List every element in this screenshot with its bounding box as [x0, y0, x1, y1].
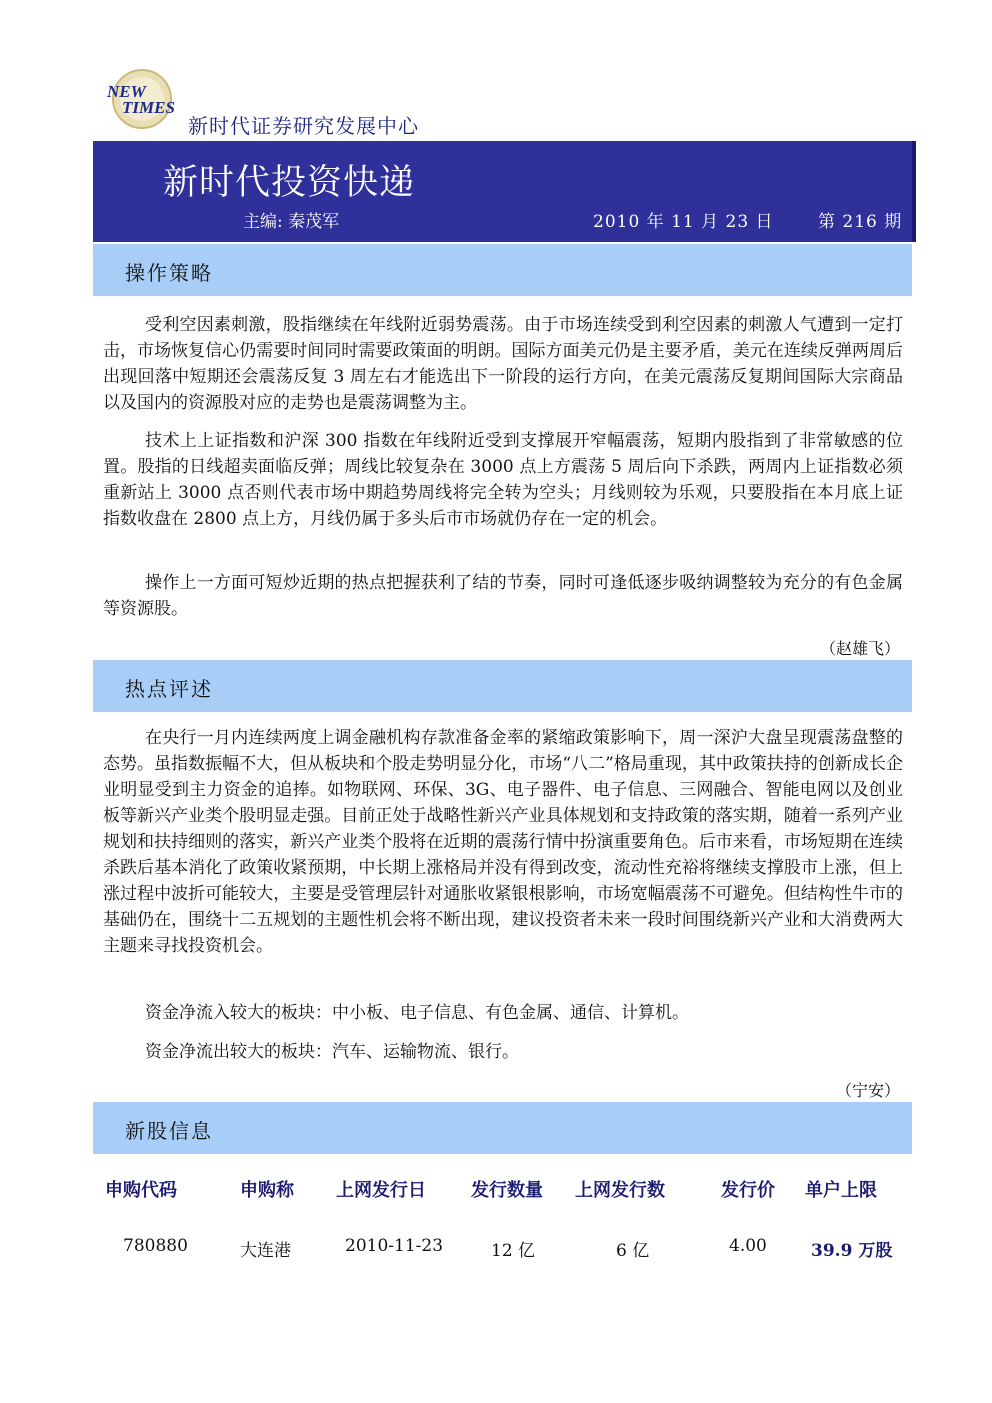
- issue-date: 2010 年 11 月 23 日: [593, 212, 774, 232]
- section-header-strategy: [93, 244, 912, 296]
- cell-issue-date: 2010-11-23: [345, 1236, 444, 1256]
- table-row: [93, 1236, 912, 1266]
- svg-text:NEW: NEW: [107, 82, 146, 101]
- title-banner: [93, 141, 916, 242]
- author-signature: （宁安）: [835, 1081, 900, 1100]
- cell-online-volume: 6 亿: [616, 1241, 650, 1261]
- cell-code: 780880: [123, 1236, 188, 1256]
- ipo-table-header: [93, 1176, 912, 1206]
- column-header: 申购代码: [105, 1180, 177, 1201]
- cell-name: 大连港: [240, 1241, 291, 1261]
- cell-limit: 39.9 万股: [811, 1241, 893, 1261]
- paragraph: 技术上上证指数和沪深 300 指数在年线附近受到支撑展开窄幅震荡，短期内股指到了非常敏感的位置。股指的日线超卖面临反弹；周线比较复杂在 3000 点上方震荡 5 周后向下杀跌，两周内上证指数必须重新站上 3000 点否则代表市场中期趋势周线将完全转为空头；月线则较为乐观，只要股指在本月底上证指数收盘在 2800 点上方，月线仍属于多头后市市场就仍存在一定的机会。: [103, 431, 903, 529]
- column-header: 上网发行日: [336, 1180, 426, 1201]
- cell-price: 4.00: [729, 1236, 767, 1256]
- svg-text:TIMES: TIMES: [122, 98, 175, 117]
- paragraph: 在央行一月内连续两度上调金融机构存款准备金率的紧缩政策影响下，周一深沪大盘呈现震荡盘整的态势。虽指数振幅不大，但从板块和个股走势明显分化，市场“八二”格局重现，其中政策扶持的创新成长企业明显受到主力资金的追捧。如物联网、环保、3G、电子器件、电子信息、三网融合、智能电网以及创业板等新兴产业类个股明显走强。目前正处于战略性新兴产业具体规划和支持政策的落实期，随着一系列产业规划和扶持细则的落实，新兴产业类个股将在近期的震荡行情中扮演重要角色。后市来看，市场短期在连续杀跌后基本消化了政策收紧预期，中长期上涨格局并没有得到改变，流动性充裕将继续支撑股市上涨，但上涨过程中波折可能较大，主要是受管理层针对通胀收紧银根影响，市场宽幅震荡不可避免。但结构性牛市的基础仍在，围绕十二五规划的主题性机会将不断出现，建议投资者未来一段时间围绕新兴产业和大消费两大主题来寻找投资机会。: [103, 728, 903, 956]
- paragraph: 资金净流出较大的板块：汽车、运输物流、银行。: [145, 1042, 519, 1062]
- column-header: 发行数量: [471, 1180, 543, 1201]
- organization-name: 新时代证券研究发展中心: [188, 114, 419, 138]
- newsletter-title: 新时代投资快递: [163, 163, 416, 203]
- section-header-hotspot: [93, 660, 912, 712]
- section-title: 热点评述: [125, 677, 213, 701]
- cell-issue-volume: 12 亿: [491, 1241, 536, 1261]
- editor-line: 主编: 秦茂军: [243, 212, 340, 232]
- paragraph: 受利空因素刺激，股指继续在年线附近弱势震荡。由于市场连续受到利空因素的刺激人气遭到一定打击，市场恢复信心仍需要时间同时需要政策面的明朗。国际方面美元仍是主要矛盾，美元在连续反弹两周后出现回落中短期还会震荡反复 3 周左右才能选出下一阶段的运行方向，在美元震荡反复期间国际大宗商品以及国内的资源股对应的走势也是震荡调整为主。: [103, 315, 903, 413]
- column-header: 单户上限: [805, 1180, 877, 1201]
- issue-number: 第 216 期: [818, 212, 903, 232]
- paragraph: 操作上一方面可短炒近期的热点把握获利了结的节奏，同时可逢低逐步吸纳调整较为充分的有色金属等资源股。: [103, 573, 903, 619]
- new-times-logo: [104, 68, 182, 130]
- section-header-ipo: [93, 1102, 912, 1154]
- column-header: 发行价: [721, 1180, 775, 1201]
- author-signature: （赵雄飞）: [819, 639, 900, 658]
- section-title: 操作策略: [125, 261, 213, 285]
- column-header: 上网发行数: [575, 1180, 665, 1201]
- column-header: 申购称: [240, 1180, 294, 1201]
- paragraph: 资金净流入较大的板块：中小板、电子信息、有色金属、通信、计算机。: [145, 1003, 689, 1023]
- section-title: 新股信息: [125, 1119, 213, 1143]
